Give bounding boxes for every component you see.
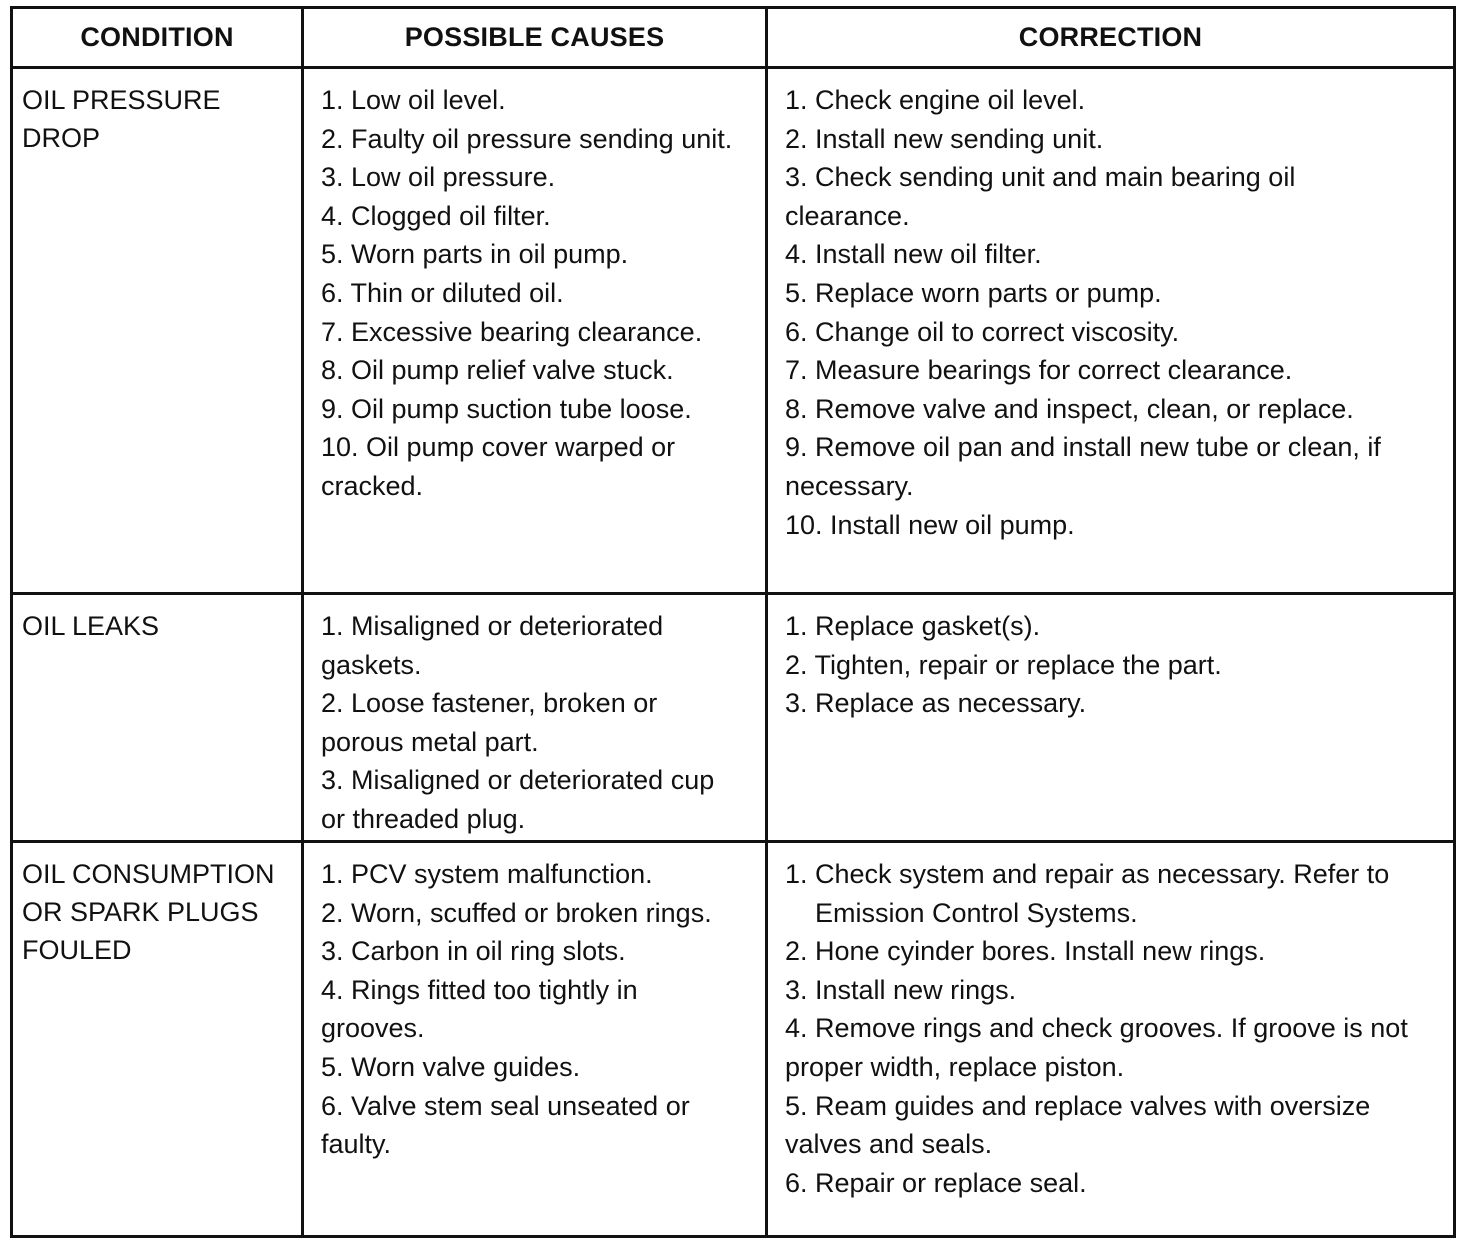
cause-item: 3. Carbon in oil ring slots. xyxy=(321,936,626,967)
correction-item: 10. Install new oil pump. xyxy=(785,509,1075,540)
cause-item: 1. Low oil level. xyxy=(321,85,506,115)
cause-item: 1. Misaligned or deteriorated gaskets. xyxy=(321,611,664,680)
cause-item: 4. Rings fitted too tightly in grooves. xyxy=(321,974,638,1044)
correction-item-continued: Emission Control Systems. xyxy=(815,897,1138,928)
correction-item: 3. Replace as necessary. xyxy=(785,688,1087,719)
corrections-cell xyxy=(765,843,1453,1238)
cause-item: 5. Worn parts in oil pump. xyxy=(321,239,629,270)
cause-item: 3. Low oil pressure. xyxy=(321,162,556,193)
cause-item: 8. Oil pump relief valve stuck. xyxy=(321,355,674,386)
cause-item: 9. Oil pump suction tube loose. xyxy=(321,393,692,424)
condition-cell xyxy=(13,595,301,840)
table-header-row xyxy=(13,9,1453,69)
cause-item: 4. Clogged oil filter. xyxy=(321,200,551,231)
correction-item: 5. Ream guides and replace valves with oversize valves and seals. xyxy=(785,1090,1371,1160)
condition-text: OIL CONSUMPTION OR SPARK PLUGS FOULED xyxy=(22,859,275,965)
header-correction: CORRECTION xyxy=(765,9,1453,66)
corrections-cell xyxy=(765,69,1453,592)
causes-cell xyxy=(301,69,765,592)
cause-item: 1. PCV system malfunction. xyxy=(321,859,653,889)
correction-item: 1. Replace gasket(s). xyxy=(785,611,1041,641)
correction-item: 3. Install new rings. xyxy=(785,974,1017,1005)
condition-text: OIL LEAKS xyxy=(22,611,160,641)
correction-item: 4. Remove rings and check grooves. If groove is not proper width, replace piston. xyxy=(785,1013,1408,1082)
table-row-oil-leaks xyxy=(13,595,1453,843)
correction-item: 9. Remove oil pan and install new tube or clean, if necessary. xyxy=(785,432,1381,501)
causes-cell xyxy=(301,595,765,840)
condition-cell xyxy=(13,843,301,1238)
correction-item: 6. Repair or replace seal. xyxy=(785,1167,1087,1198)
correction-item: 6. Change oil to correct viscosity. xyxy=(785,316,1180,347)
cause-item: 2. Loose fastener, broken or porous metal part. xyxy=(321,688,658,757)
table-row-oil-consumption xyxy=(13,843,1453,1238)
correction-item: 1. Check system and repair as necessary. Refer to xyxy=(785,859,1390,889)
condition-cell xyxy=(13,69,301,592)
header-condition: CONDITION xyxy=(80,22,234,52)
correction-item: 7. Measure bearings for correct clearance. xyxy=(785,355,1293,386)
table-row-oil-pressure-drop xyxy=(13,69,1453,595)
cause-item: 6. Valve stem seal unseated or faulty. xyxy=(321,1090,690,1160)
correction-item: 4. Install new oil filter. xyxy=(785,239,1042,270)
corrections-cell xyxy=(765,595,1453,840)
correction-item: 5. Replace worn parts or pump. xyxy=(785,277,1162,308)
cause-item: 10. Oil pump cover warped or cracked. xyxy=(321,432,676,501)
cause-item: 3. Misaligned or deteriorated cup or threaded plug. xyxy=(321,765,715,834)
correction-item: 2. Hone cyinder bores. Install new rings. xyxy=(785,936,1266,967)
cause-item: 2. Worn, scuffed or broken rings. xyxy=(321,897,712,928)
correction-item: 2. Install new sending unit. xyxy=(785,123,1104,154)
correction-item: 1. Check engine oil level. xyxy=(785,85,1086,115)
correction-item: 2. Tighten, repair or replace the part. xyxy=(785,649,1222,680)
condition-text: OIL PRESSURE DROP xyxy=(22,85,221,153)
causes-cell xyxy=(301,843,765,1238)
cause-item: 6. Thin or diluted oil. xyxy=(321,277,564,308)
cause-item: 5. Worn valve guides. xyxy=(321,1051,581,1082)
header-possible-causes: POSSIBLE CAUSES xyxy=(301,9,765,66)
cause-item: 7. Excessive bearing clearance. xyxy=(321,316,703,347)
correction-item: 3. Check sending unit and main bearing oil clearance. xyxy=(785,162,1296,231)
cause-item: 2. Faulty oil pressure sending unit. xyxy=(321,123,733,154)
correction-item: 8. Remove valve and inspect, clean, or replace. xyxy=(785,393,1354,424)
troubleshooting-table xyxy=(10,6,1456,1238)
